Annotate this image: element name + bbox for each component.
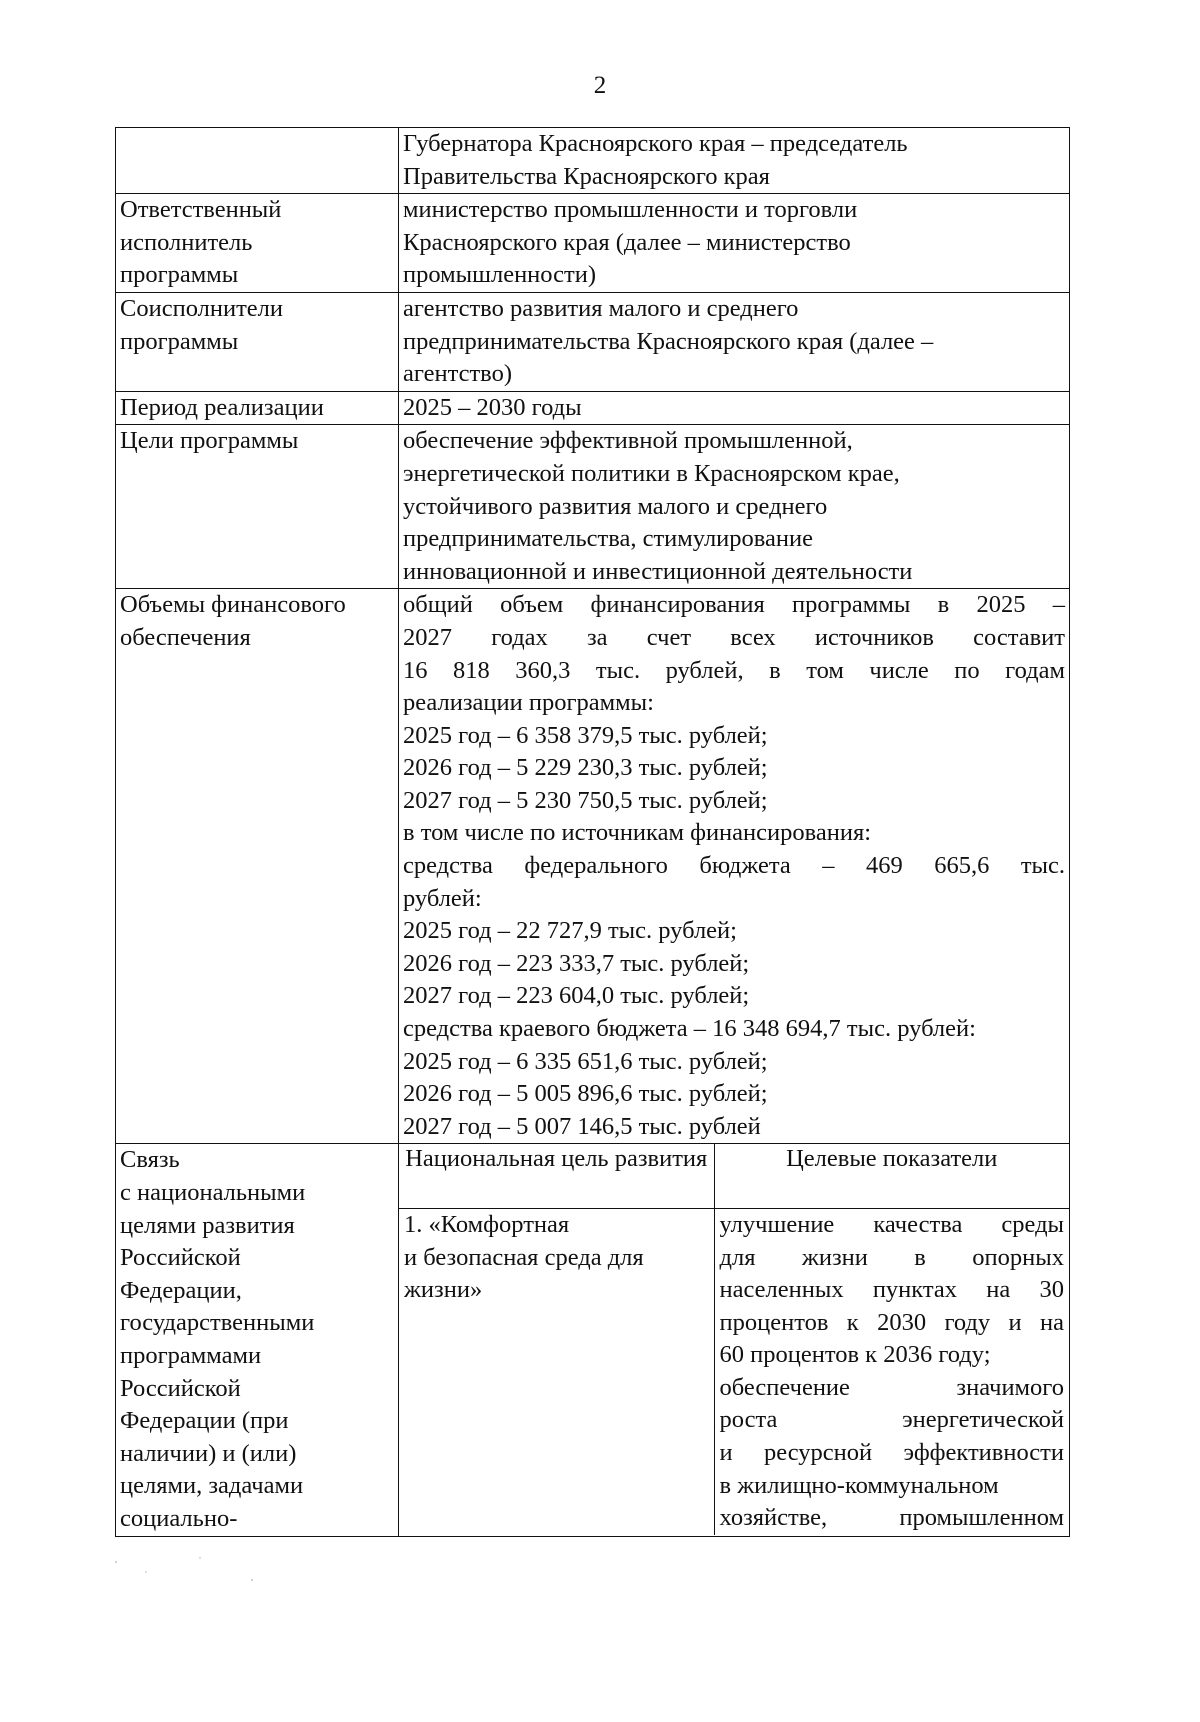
label-line: исполнитель (120, 228, 253, 256)
text-line: населенных пунктах на 30 (719, 1276, 1064, 1304)
text-line: 2025 год – 6 358 379,5 тыс. рублей; (403, 721, 768, 749)
column-header-national-goal: Национальная цель развития (399, 1144, 714, 1208)
text-line: Правительства Красноярского края (403, 162, 770, 190)
label-line: Федерации (при (120, 1407, 289, 1435)
text-line: Губернатора Красноярского края – председатель (403, 130, 908, 157)
label-line: государственными (120, 1309, 315, 1337)
text-line: обеспечение значимого (719, 1373, 1064, 1401)
program-passport-table (115, 127, 1070, 1537)
row-label (116, 194, 399, 293)
text-line: рублей: (403, 884, 482, 912)
text-line: министерство промышленности и торговли (403, 196, 858, 224)
text-line: Красноярского края (далее – министерство (403, 228, 851, 256)
text-line: 16 818 360,3 тыс. рублей, в том числе по годам (403, 656, 1065, 684)
table-header-row (399, 1144, 1069, 1208)
text-line: устойчивого развития малого и среднего (403, 492, 828, 520)
row-value (399, 194, 1070, 293)
text-line: агентство) (403, 360, 512, 388)
label-line: программы (120, 327, 239, 355)
text-line: средства краевого бюджета – 16 348 694,7 тыс. рублей: (403, 1015, 976, 1043)
label-line: обеспечения (120, 623, 251, 651)
text-line: 2027 год – 5 230 750,5 тыс. рублей; (403, 786, 768, 814)
label-line: программы (120, 261, 239, 289)
text-line: в жилищно-коммунальном (719, 1471, 999, 1499)
row-label (116, 589, 399, 1144)
row-label (116, 1144, 399, 1536)
national-goals-cell (399, 1144, 1070, 1536)
text-line: в том числе по источникам финансирования: (403, 819, 872, 847)
text-line: агентство развития малого и среднего (403, 294, 799, 322)
label-line: Период реализации (120, 393, 324, 421)
text-line: хозяйстве, промышленном (719, 1504, 1064, 1532)
text-line: обеспечение эффективной промышленной, (403, 427, 853, 455)
row-value (399, 391, 1070, 425)
table-row (399, 1208, 1069, 1534)
text-line: 2026 год – 5 229 230,3 тыс. рублей; (403, 754, 768, 782)
text-line: предпринимательства, стимулирование (403, 525, 814, 553)
text-line: 2025 год – 22 727,9 тыс. рублей; (403, 917, 737, 945)
label-line: с национальными (120, 1179, 306, 1206)
table-row (116, 589, 1070, 1144)
scan-specks (110, 1550, 270, 1600)
text-line: 2027 год – 5 007 146,5 тыс. рублей (403, 1112, 761, 1140)
row-label (116, 292, 399, 391)
text-line: 2027 годах за счет всех источников составит (403, 623, 1065, 651)
text-line: промышленности) (403, 261, 597, 289)
text-line: 60 процентов к 2036 году; (719, 1341, 991, 1369)
text-line: 2025 год – 6 335 651,6 тыс. рублей; (403, 1047, 768, 1075)
table-row (116, 1144, 1070, 1536)
column-header-indicators: Целевые показатели (714, 1144, 1069, 1208)
label-line: Российской (120, 1244, 241, 1272)
text-line: 2027 год – 223 604,0 тыс. рублей; (403, 982, 750, 1010)
label-line: Объемы финансового (120, 591, 346, 619)
text-line: предпринимательства Красноярского края (далее – (403, 327, 934, 355)
row-value (399, 128, 1070, 194)
row-value (399, 589, 1070, 1144)
text-line: 2025 – 2030 годы (403, 393, 582, 421)
label-line: Связь (120, 1146, 180, 1174)
label-line: Цели программы (120, 427, 299, 455)
table-row (116, 391, 1070, 425)
text-line: 1. «Комфортная (404, 1210, 570, 1238)
text-line: 2026 год – 5 005 896,6 тыс. рублей; (403, 1080, 768, 1108)
label-line: программами (120, 1341, 262, 1369)
text-line: для жизни в опорных (719, 1243, 1064, 1271)
table-row (116, 194, 1070, 293)
table-row (116, 425, 1070, 589)
label-line: социально- (120, 1504, 238, 1532)
table-row (116, 292, 1070, 391)
label-line: наличии) и (или) (120, 1439, 297, 1467)
text-line: реализации программы: (403, 689, 654, 717)
national-goals-table (399, 1144, 1069, 1534)
row-label (116, 128, 399, 194)
text-line: энергетической политики в Красноярском крае, (403, 459, 900, 487)
national-goal-cell (399, 1208, 714, 1534)
row-value (399, 425, 1070, 589)
row-label (116, 425, 399, 589)
indicators-cell (714, 1208, 1069, 1534)
text-line: и безопасная среда для (404, 1243, 644, 1271)
row-label (116, 391, 399, 425)
text-line: инновационной и инвестиционной деятельности (403, 557, 913, 585)
page-number: 2 (593, 72, 607, 99)
text-line: и ресурсной эффективности (719, 1439, 1064, 1467)
text-line: улучшение качества среды (719, 1210, 1064, 1238)
label-line: целями, задачами (120, 1472, 304, 1500)
label-line: Соисполнители (120, 294, 283, 322)
label-line: Федерации, (120, 1276, 242, 1304)
text-line: жизни» (404, 1276, 483, 1304)
text-line: средства федерального бюджета – 469 665,6 тыс. (403, 852, 1065, 880)
table-row (116, 128, 1070, 194)
label-line: целями развития (120, 1211, 295, 1239)
text-line: 2026 год – 223 333,7 тыс. рублей; (403, 949, 750, 977)
row-value (399, 292, 1070, 391)
text-line: процентов к 2030 году и на (719, 1308, 1064, 1336)
label-line: Ответственный (120, 196, 282, 224)
label-line: Российской (120, 1374, 241, 1402)
text-line: общий объем финансирования программы в 2025 – (403, 591, 1065, 619)
text-line: роста энергетической (719, 1406, 1064, 1434)
